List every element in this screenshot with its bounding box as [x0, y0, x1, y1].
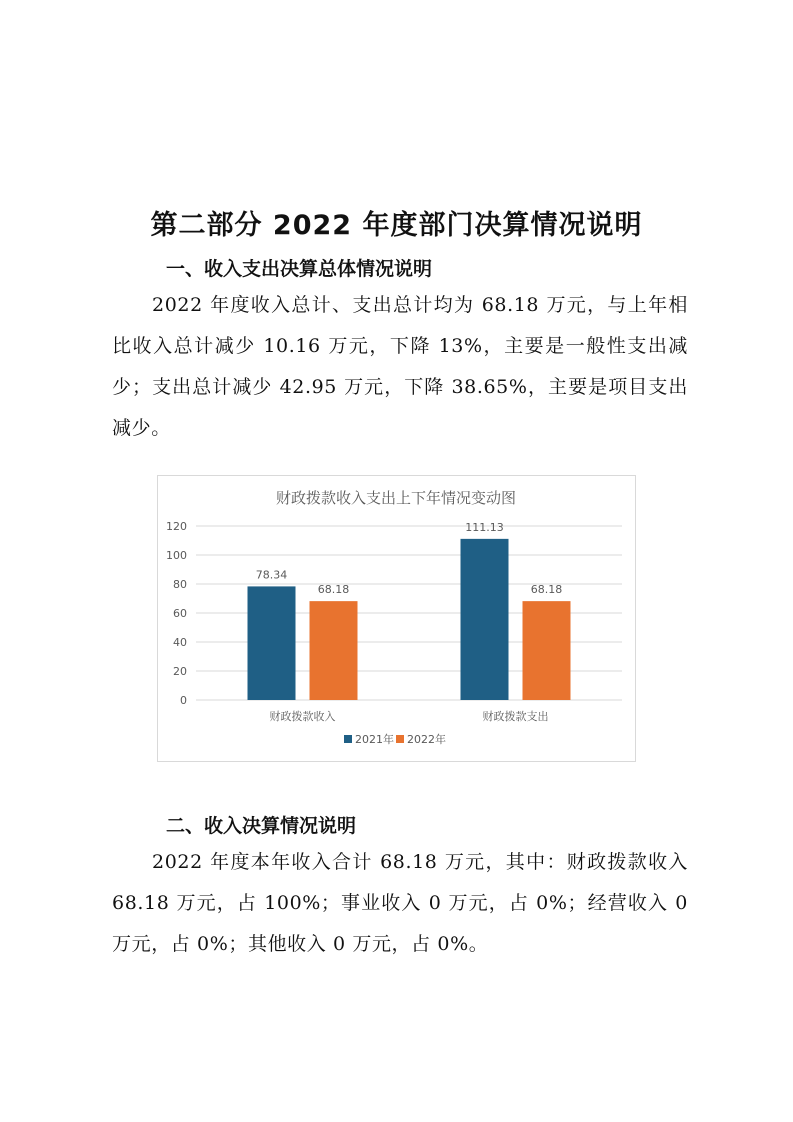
paragraph-income: 2022 年度本年收入合计 68.18 万元，其中：财政拨款收入 68.18 万元，占 100%；事业收入 0 万元，占 0%；经营收入 0 万元，占 0%；其他收入 0 万元，占 0%。 [112, 851, 688, 955]
legend-swatch [344, 735, 352, 743]
bar-chart [158, 476, 635, 761]
y-tick-label: 100 [166, 549, 187, 562]
x-tick-label: 财政拨款支出 [482, 710, 549, 723]
y-tick-label: 80 [173, 578, 187, 591]
data-label: 68.18 [530, 583, 563, 597]
legend-swatch [396, 735, 404, 743]
y-tick-label: 60 [173, 607, 187, 620]
y-tick-label: 120 [166, 520, 187, 533]
y-tick-label: 20 [173, 665, 187, 678]
chart-title: 财政拨款收入支出上下年情况变动图 [275, 489, 517, 507]
y-tick-label: 40 [173, 636, 187, 649]
data-label: 111.13 [465, 520, 504, 534]
chart-container [157, 475, 636, 762]
legend-label: 2021年 [355, 733, 394, 746]
paragraph-overview: 2022 年度收入总计、支出总计均为 68.18 万元，与上年相比收入总计减少 10.16 万元，下降 13%，主要是一般性支出减少；支出总计减少 42.95 万元，下降 38.65%，主要是项目支出减少。 [112, 294, 688, 439]
section-heading-income: 二、收入决算情况说明 [166, 815, 357, 837]
y-tick-label: 0 [180, 694, 187, 707]
page-title: 第二部分 2022 年度部门决算情况说明 [150, 210, 643, 241]
bar [461, 539, 509, 700]
bar [248, 586, 296, 700]
bar [310, 601, 358, 700]
x-tick-label: 财政拨款收入 [269, 710, 336, 723]
data-label: 78.34 [255, 568, 288, 582]
data-label: 68.18 [317, 583, 350, 597]
legend-label: 2022年 [407, 733, 446, 746]
section-heading-overview: 一、收入支出决算总体情况说明 [166, 258, 433, 280]
bar [523, 601, 571, 700]
